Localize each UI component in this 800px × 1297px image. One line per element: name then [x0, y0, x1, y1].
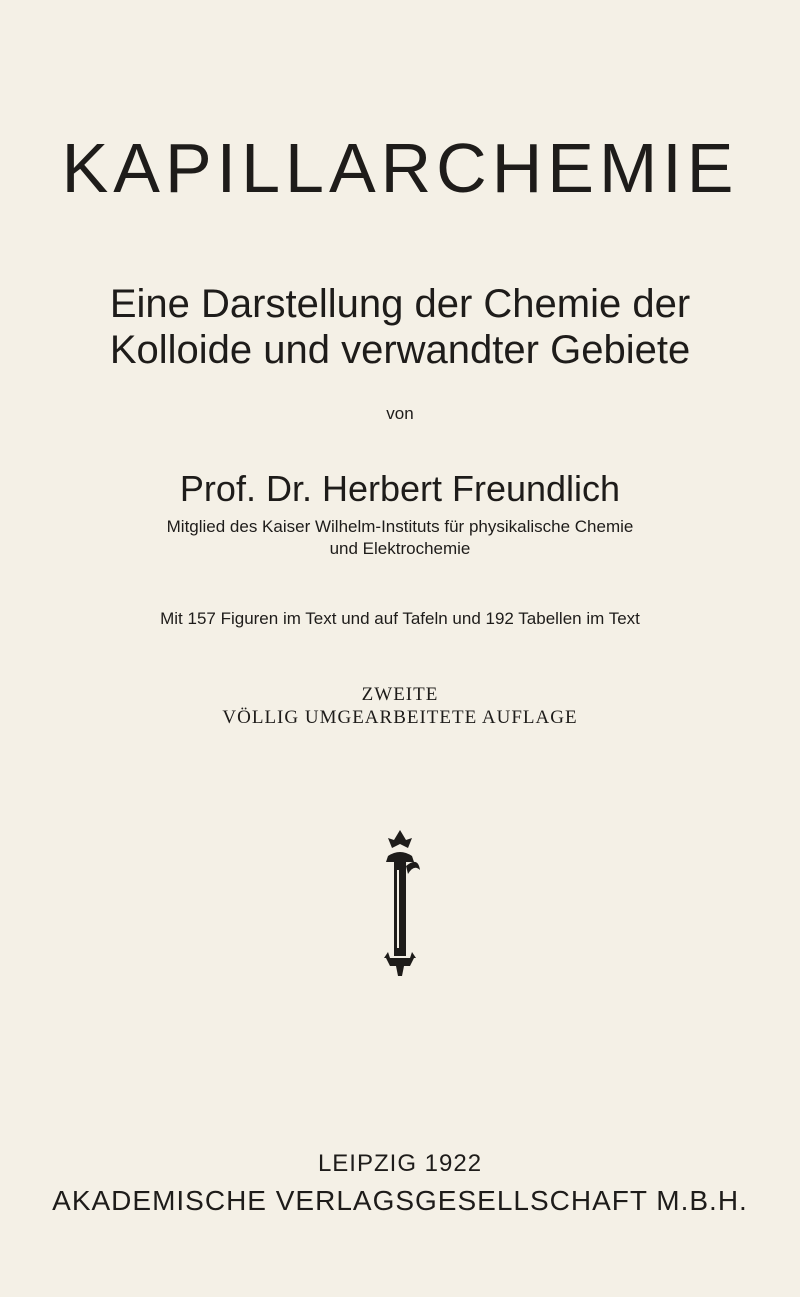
edition-line-1: ZWEITE: [361, 684, 439, 705]
book-title: KAPILLARCHEMIE: [61, 129, 739, 207]
place-and-year: LEIPZIG 1922: [317, 1150, 483, 1177]
figures-note: Mit 157 Figuren im Text und auf Tafeln und 192 Tabellen im Text: [160, 609, 640, 628]
affiliation-line-1: Mitglied des Kaiser Wilhelm-Instituts für physikalische Chemie: [166, 517, 634, 536]
subtitle-line-2: Kolloide und verwandter Gebiete: [109, 328, 691, 372]
publisher-device-icon: [360, 826, 440, 986]
affiliation-line-2: und Elektrochemie: [329, 539, 471, 558]
byline: von: [386, 404, 414, 423]
subtitle-line-1: Eine Darstellung der Chemie der: [109, 282, 691, 326]
author-name: Prof. Dr. Herbert Freundlich: [179, 468, 621, 509]
edition-line-2: VÖLLIG UMGEARBEITETE AUFLAGE: [222, 707, 578, 728]
publisher-name: AKADEMISCHE VERLAGSGESELLSCHAFT M.B.H.: [52, 1185, 748, 1216]
